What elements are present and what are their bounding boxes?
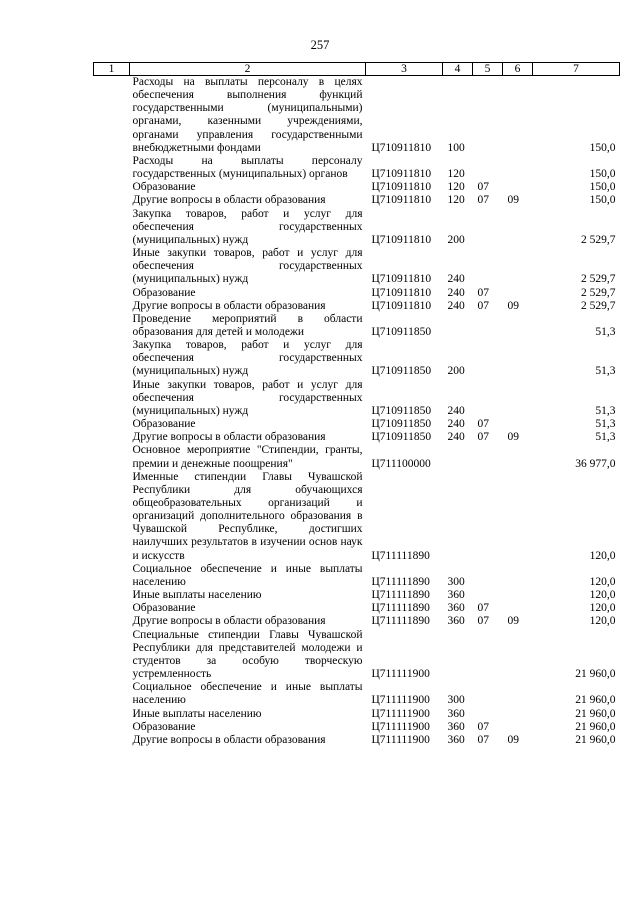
row-subsection [503, 76, 533, 155]
header-col-1: 1 [94, 63, 130, 76]
row-target-code: Ц711111890 [371, 549, 430, 562]
row-col-1 [94, 339, 130, 378]
row-expense-type: 300 [447, 694, 465, 707]
row-section [473, 247, 503, 286]
row-description: Закупка товаров, работ и услуг для обеспечения государственных (муниципальных) нужд [132, 207, 363, 246]
row-target-code: Ц710911810 [371, 194, 432, 207]
table-row [94, 681, 620, 707]
header-col-4: 4 [443, 63, 473, 76]
row-target-code: Ц710911810 [371, 233, 432, 246]
row-target-code: Ц710911850 [371, 325, 432, 338]
row-subsection [503, 379, 533, 418]
row-description: Иные выплаты населению [132, 707, 262, 720]
row-description: Другие вопросы в области образования [132, 194, 326, 207]
row-amount: 120,0 [589, 602, 616, 615]
row-subsection: 09 [507, 615, 519, 628]
table-row [94, 708, 620, 721]
table-row [94, 379, 620, 418]
row-amount: 150,0 [589, 181, 616, 194]
row-description: Специальные стипендии Главы Чувашской Республики для представителей молодежи и студентов за особую творческую устремленность [132, 628, 363, 681]
row-col-1 [94, 181, 130, 194]
row-expense-type [443, 629, 473, 682]
row-description: Закупка товаров, работ и услуг для обеспечения государственных (муниципальных) нужд [132, 339, 363, 378]
row-subsection: 09 [507, 194, 519, 207]
row-subsection [503, 681, 533, 707]
row-subsection [503, 287, 533, 300]
row-section [473, 471, 503, 563]
row-col-1 [94, 418, 130, 431]
row-expense-type [443, 444, 473, 470]
row-section: 07 [477, 720, 489, 733]
row-description: Социальное обеспечение и иные выплаты населению [132, 562, 363, 588]
row-description: Другие вопросы в области образования [132, 431, 326, 444]
row-expense-type: 300 [447, 575, 465, 588]
row-amount: 21 960,0 [575, 733, 616, 746]
table-row [94, 629, 620, 682]
row-section [473, 708, 503, 721]
table-row [94, 300, 620, 313]
row-col-1 [94, 681, 130, 707]
row-expense-type: 360 [447, 615, 465, 628]
row-col-1 [94, 615, 130, 628]
row-amount: 21 960,0 [575, 668, 616, 681]
row-target-code: Ц711111890 [371, 589, 430, 602]
table-row [94, 247, 620, 286]
row-col-1 [94, 708, 130, 721]
row-description: Основное мероприятие "Стипендии, гранты, премии и денежные поощрения" [132, 444, 363, 470]
row-section: 07 [477, 181, 489, 194]
page-number: 257 [310, 38, 330, 52]
table-row [94, 589, 620, 602]
row-section: 07 [477, 733, 489, 746]
row-amount: 2 529,7 [581, 273, 616, 286]
table-row [94, 734, 620, 747]
row-subsection [503, 589, 533, 602]
row-col-1 [94, 313, 130, 339]
row-subsection: 09 [507, 733, 519, 746]
row-description: Социальное обеспечение и иные выплаты населению [132, 681, 363, 707]
row-section [473, 444, 503, 470]
row-col-1 [94, 431, 130, 444]
row-amount: 51,3 [595, 325, 616, 338]
table-row [94, 602, 620, 615]
row-description: Иные закупки товаров, работ и услуг для обеспечения государственных (муниципальных) нужд [132, 378, 363, 417]
row-expense-type: 240 [447, 431, 465, 444]
row-expense-type: 240 [447, 299, 465, 312]
table-row [94, 339, 620, 378]
row-target-code: Ц711100000 [371, 457, 431, 470]
row-section [473, 379, 503, 418]
row-amount: 21 960,0 [575, 694, 616, 707]
row-col-1 [94, 444, 130, 470]
row-section [473, 76, 503, 155]
row-expense-type: 200 [447, 233, 465, 246]
row-col-1 [94, 589, 130, 602]
row-description: Расходы на выплаты персоналу государственных (муниципальных) органов [132, 154, 363, 181]
row-section [473, 339, 503, 378]
table-row [94, 155, 620, 181]
row-amount: 2 529,7 [581, 299, 616, 312]
row-col-1 [94, 629, 130, 682]
row-section: 07 [477, 615, 489, 628]
table-row [94, 721, 620, 734]
row-amount: 150,0 [589, 168, 616, 181]
row-amount: 120,0 [589, 615, 616, 628]
row-amount: 51,3 [595, 431, 616, 444]
row-target-code: Ц710911810 [371, 286, 432, 299]
row-target-code: Ц711111890 [371, 602, 430, 615]
table-row [94, 418, 620, 431]
row-col-1 [94, 247, 130, 286]
table-row [94, 615, 620, 628]
row-section: 07 [477, 194, 489, 207]
row-section [473, 155, 503, 181]
row-expense-type: 120 [447, 194, 465, 207]
row-target-code: Ц711111900 [371, 720, 430, 733]
row-expense-type: 200 [447, 365, 465, 378]
row-expense-type: 240 [447, 404, 465, 417]
row-col-1 [94, 194, 130, 207]
row-subsection [503, 471, 533, 563]
row-expense-type: 120 [447, 181, 465, 194]
table-row [94, 313, 620, 339]
row-expense-type: 360 [447, 589, 465, 602]
row-target-code: Ц710911850 [371, 365, 432, 378]
row-amount: 150,0 [589, 141, 616, 154]
header-col-5: 5 [473, 63, 503, 76]
row-col-1 [94, 734, 130, 747]
row-subsection [503, 444, 533, 470]
row-section: 07 [477, 431, 489, 444]
row-description: Образование [132, 602, 196, 615]
row-section: 07 [477, 286, 489, 299]
row-amount: 51,3 [595, 418, 616, 431]
budget-table [93, 62, 620, 747]
row-expense-type: 240 [447, 286, 465, 299]
row-description: Другие вопросы в области образования [132, 733, 326, 746]
row-target-code: Ц710911810 [371, 273, 432, 286]
row-expense-type: 360 [447, 720, 465, 733]
row-amount: 120,0 [589, 589, 616, 602]
row-description: Расходы на выплаты персоналу в целях обеспечения выполнения функций государственными (муниципальными) органами, казенными учреждениями, органами управления государственными внебюджетными фондами [132, 76, 363, 154]
row-description: Другие вопросы в области образования [132, 299, 326, 312]
row-description: Образование [132, 181, 196, 194]
row-amount: 51,3 [595, 365, 616, 378]
row-expense-type: 120 [447, 168, 465, 181]
row-description: Образование [132, 720, 196, 733]
row-amount: 150,0 [589, 194, 616, 207]
row-subsection [503, 418, 533, 431]
row-expense-type [443, 313, 473, 339]
row-target-code: Ц711111890 [371, 615, 430, 628]
row-target-code: Ц711111900 [371, 694, 430, 707]
row-target-code: Ц710911850 [371, 404, 432, 417]
row-subsection [503, 247, 533, 286]
header-col-7: 7 [533, 63, 620, 76]
row-description: Именные стипендии Главы Чувашской Республики для обучающихся общеобразовательных организаций и организаций дополнительного образования в Чувашской Республике, достигших наилучших результатов в изучении основ наук и искусств [132, 470, 363, 562]
row-target-code: Ц711111900 [371, 733, 430, 746]
table-body [94, 76, 620, 747]
row-subsection [503, 339, 533, 378]
row-target-code: Ц710911810 [371, 181, 432, 194]
row-expense-type: 240 [447, 418, 465, 431]
row-description: Образование [132, 286, 196, 299]
row-subsection [503, 181, 533, 194]
row-col-1 [94, 721, 130, 734]
table-row [94, 194, 620, 207]
row-subsection: 09 [507, 431, 519, 444]
table-row [94, 76, 620, 155]
row-section: 07 [477, 602, 489, 615]
table-row [94, 287, 620, 300]
row-description: Другие вопросы в области образования [132, 615, 326, 628]
row-subsection [503, 721, 533, 734]
row-amount: 21 960,0 [575, 720, 616, 733]
row-col-1 [94, 379, 130, 418]
row-subsection: 09 [507, 299, 519, 312]
row-expense-type: 360 [447, 733, 465, 746]
row-section: 07 [477, 299, 489, 312]
row-amount: 120,0 [589, 549, 616, 562]
row-subsection [503, 563, 533, 589]
row-section [473, 681, 503, 707]
row-description: Образование [132, 418, 196, 431]
row-col-1 [94, 155, 130, 181]
row-amount: 21 960,0 [575, 707, 616, 720]
table-row [94, 444, 620, 470]
row-section [473, 589, 503, 602]
row-col-1 [94, 300, 130, 313]
header-row [94, 63, 620, 76]
row-expense-type: 100 [447, 141, 465, 154]
table-row [94, 563, 620, 589]
header-col-6: 6 [503, 63, 533, 76]
row-target-code: Ц710911810 [371, 168, 432, 181]
row-target-code: Ц711111890 [371, 575, 430, 588]
row-amount: 2 529,7 [581, 286, 616, 299]
row-target-code: Ц710911810 [371, 141, 432, 154]
row-section [473, 629, 503, 682]
table-row [94, 471, 620, 563]
row-col-1 [94, 287, 130, 300]
row-target-code: Ц710911810 [371, 299, 432, 312]
row-target-code: Ц710911850 [371, 418, 432, 431]
row-subsection [503, 708, 533, 721]
row-expense-type: 360 [447, 707, 465, 720]
row-section: 07 [477, 418, 489, 431]
row-description: Иные закупки товаров, работ и услуг для обеспечения государственных (муниципальных) нужд [132, 247, 363, 286]
row-expense-type [443, 471, 473, 563]
row-target-code: Ц711111900 [371, 668, 430, 681]
row-subsection [503, 602, 533, 615]
row-target-code: Ц711111900 [371, 707, 430, 720]
row-amount: 120,0 [589, 575, 616, 588]
table-row [94, 181, 620, 194]
table-row [94, 208, 620, 247]
row-amount: 36 977,0 [575, 457, 616, 470]
table-row [94, 431, 620, 444]
row-col-1 [94, 602, 130, 615]
header-col-3: 3 [366, 63, 443, 76]
row-subsection [503, 208, 533, 247]
row-col-1 [94, 471, 130, 563]
row-col-1 [94, 76, 130, 155]
row-subsection [503, 313, 533, 339]
row-expense-type: 240 [447, 273, 465, 286]
header-col-2: 2 [130, 63, 366, 76]
row-subsection [503, 629, 533, 682]
row-description: Иные выплаты населению [132, 589, 262, 602]
row-description: Проведение мероприятий в области образования для детей и молодежи [132, 312, 363, 338]
row-amount: 51,3 [595, 404, 616, 417]
row-section [473, 563, 503, 589]
row-amount: 2 529,7 [581, 233, 616, 246]
row-col-1 [94, 208, 130, 247]
row-section [473, 208, 503, 247]
row-col-1 [94, 563, 130, 589]
row-target-code: Ц710911850 [371, 431, 432, 444]
row-subsection [503, 155, 533, 181]
row-expense-type: 360 [447, 602, 465, 615]
row-section [473, 313, 503, 339]
